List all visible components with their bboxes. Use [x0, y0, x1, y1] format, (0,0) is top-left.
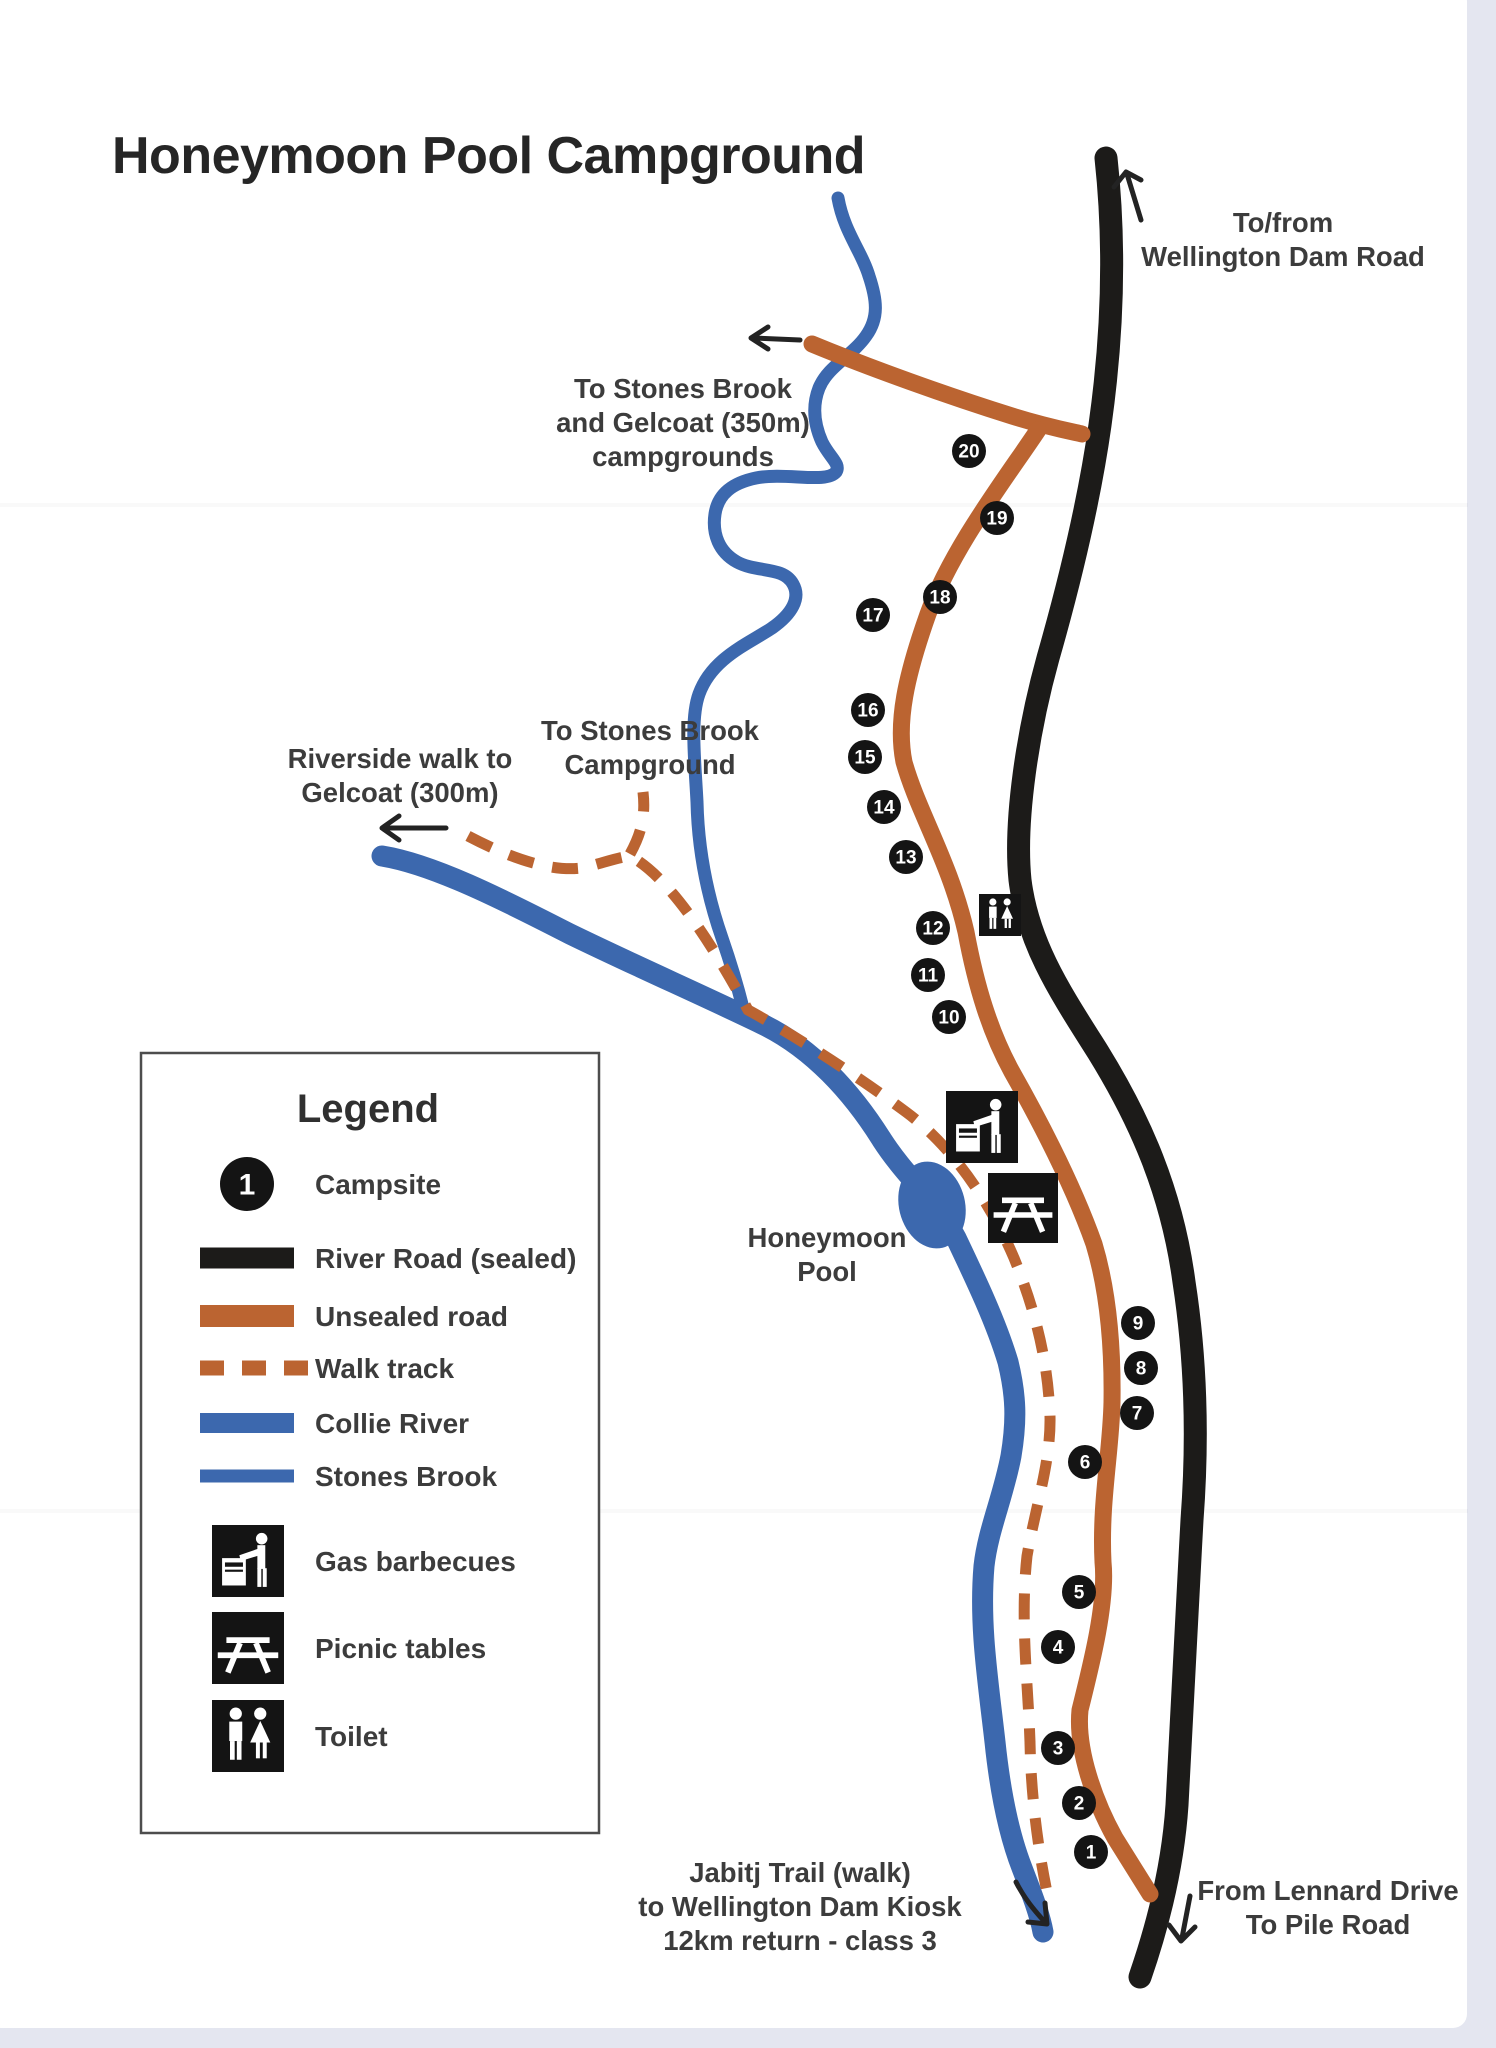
page-title: Honeymoon Pool Campground — [112, 127, 866, 185]
legend-item-label: Walk track — [315, 1353, 455, 1384]
legend-unsealed-road-swatch — [200, 1305, 294, 1327]
gas-barbecue-icon — [946, 1091, 1018, 1163]
svg-text:18: 18 — [929, 587, 951, 609]
label-honeymoon-pool: Honeymoon Pool — [747, 1222, 907, 1287]
campsite-marker-10 — [932, 1000, 966, 1034]
campsite-marker-1 — [1074, 1835, 1108, 1869]
svg-text:11: 11 — [917, 965, 939, 987]
campsite-marker-19 — [980, 501, 1014, 535]
campsite-marker-9 — [1121, 1306, 1155, 1340]
legend-collie-river-swatch — [200, 1413, 294, 1433]
legend-sealed-road-swatch — [200, 1248, 294, 1269]
svg-text:8: 8 — [1135, 1358, 1147, 1380]
campsite-marker-2 — [1062, 1786, 1096, 1820]
label-riverside-walk-gelcoat: Riverside walk to Gelcoat (300m) — [287, 743, 513, 808]
svg-text:20: 20 — [958, 441, 980, 463]
campsite-marker-7 — [1120, 1396, 1154, 1430]
svg-text:10: 10 — [938, 1007, 960, 1029]
svg-text:12: 12 — [922, 918, 944, 940]
svg-text:7: 7 — [1131, 1403, 1143, 1425]
svg-text:9: 9 — [1132, 1313, 1144, 1335]
legend-item-label: Toilet — [315, 1721, 388, 1752]
svg-text:1: 1 — [1085, 1842, 1097, 1864]
label-to-stones-brook-campground: To Stones Brook Campground — [541, 715, 759, 780]
legend-walk-track-dash — [200, 1361, 224, 1376]
legend-item-label: Unsealed road — [315, 1301, 508, 1332]
campsite-marker-4 — [1041, 1630, 1075, 1664]
legend-item-label: Campsite — [315, 1169, 442, 1200]
campsite-marker-20 — [952, 434, 986, 468]
legend-item-label: River Road (sealed) — [315, 1243, 577, 1274]
campsite-marker-5 — [1062, 1575, 1096, 1609]
svg-text:3: 3 — [1052, 1738, 1064, 1760]
picnic-table-icon — [988, 1173, 1058, 1243]
legend-item-label: Stones Brook — [315, 1461, 498, 1492]
campsite-marker-8 — [1124, 1351, 1158, 1385]
campsite-marker-12 — [916, 911, 950, 945]
svg-text:16: 16 — [857, 700, 879, 722]
legend-walk-track-dash — [242, 1361, 266, 1376]
campsite-marker-18 — [923, 580, 957, 614]
svg-text:1: 1 — [238, 1168, 256, 1202]
legend — [141, 1053, 599, 1833]
svg-text:6: 6 — [1079, 1452, 1091, 1474]
svg-text:19: 19 — [986, 508, 1008, 530]
campsite-marker-14 — [867, 790, 901, 824]
legend-item-label: Picnic tables — [315, 1633, 487, 1664]
svg-text:15: 15 — [854, 747, 876, 769]
campsite-marker-6 — [1068, 1445, 1102, 1479]
scan-artifact-line — [0, 503, 1468, 507]
legend-toilet-icon — [212, 1700, 284, 1772]
campsite-marker-17 — [856, 598, 890, 632]
legend-item-label: Collie River — [315, 1408, 470, 1439]
svg-text:14: 14 — [873, 797, 895, 819]
campsite-marker-15 — [848, 740, 882, 774]
svg-text:2: 2 — [1073, 1793, 1085, 1815]
campsite-marker-3 — [1041, 1731, 1075, 1765]
svg-text:5: 5 — [1073, 1582, 1085, 1604]
legend-picnic-table-icon — [212, 1612, 284, 1684]
legend-gas-barbecue-icon — [212, 1525, 284, 1597]
campsite-marker-16 — [851, 693, 885, 727]
label-to-from-wellington-dam-road: To/from Wellington Dam Road — [1141, 207, 1425, 272]
label-from-lennard-drive: From Lennard Drive To Pile Road — [1197, 1875, 1459, 1940]
campsite-marker-13 — [889, 840, 923, 874]
svg-text:13: 13 — [895, 847, 917, 869]
legend-title: Legend — [296, 1087, 440, 1131]
label-jabitj-trail: Jabitj Trail (walk) to Wellington Dam Kiosk 12km return - class 3 — [638, 1857, 962, 1956]
legend-walk-track-dash — [284, 1361, 308, 1376]
label-to-stones-brook-gelcoat: To Stones Brook and Gelcoat (350m) campgrounds — [556, 373, 810, 472]
svg-text:17: 17 — [862, 605, 884, 627]
legend-item-label: Gas barbecues — [315, 1546, 516, 1577]
svg-text:4: 4 — [1052, 1637, 1064, 1659]
legend-stones-brook-swatch — [200, 1470, 294, 1483]
toilet-icon — [979, 894, 1021, 936]
campsite-marker-11 — [911, 958, 945, 992]
